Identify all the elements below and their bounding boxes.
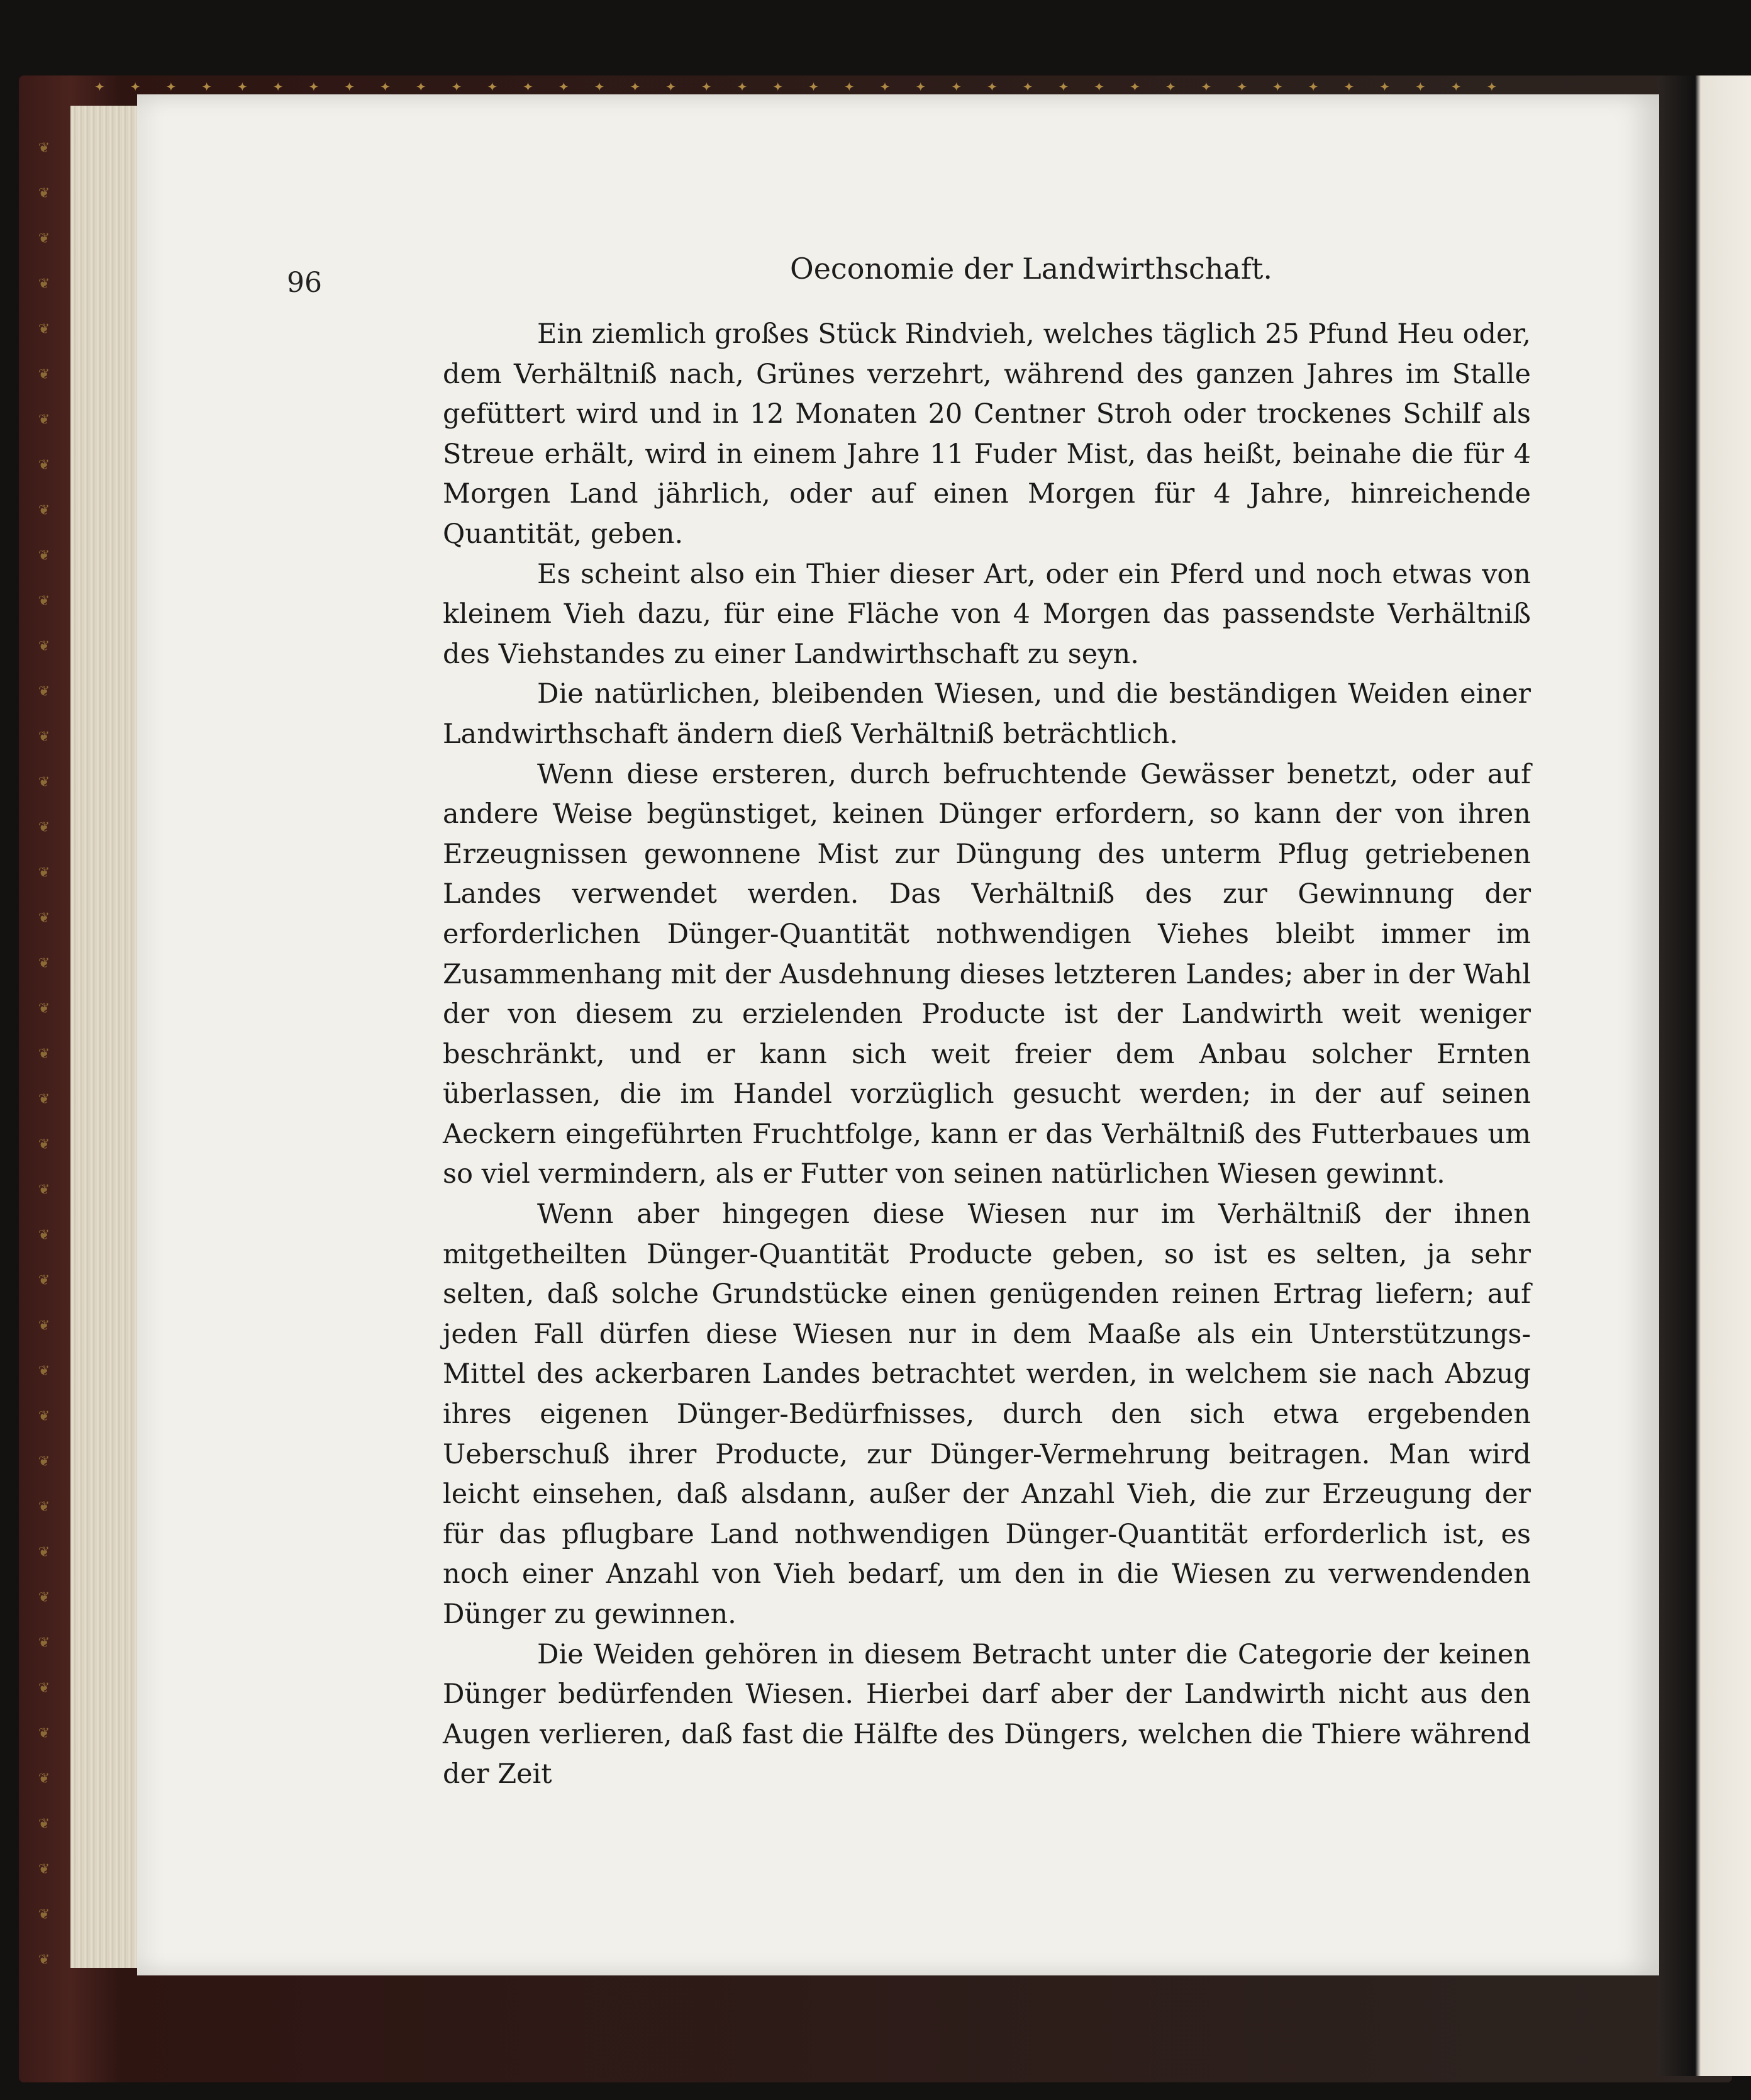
- paragraph: Ein ziemlich großes Stück Rindvieh, welches täglich 25 Pfund Heu oder, dem Verhältniß nach, Grünes verzehrt, während des ganzen Jahres im Stalle gefüttert wird und in 12 Monaten 20 Centner Stroh oder trockenes Schilf als Streue erhält, wird in einem Jahre 11 Fuder Mist, das heißt, beinahe die für 4 Morgen Land jährlich, oder auf einen Morgen für 4 Jahre, hinreichende Quantität, geben.: [443, 318, 1531, 550]
- page-number: 96: [287, 267, 322, 299]
- paragraph: Die Weiden gehören in diesem Betracht unter die Categorie der keinen Dünger bedürfenden Wiesen. Hierbei darf aber der Landwirth nicht aus den Augen verlieren, daß fast die Hälfte des Düngers, welchen die Thiere während der Zeit: [443, 1638, 1531, 1790]
- page-edges: [70, 106, 146, 1968]
- paragraph: Wenn aber hingegen diese Wiesen nur im Verhältniß der ihnen mitgetheilten Dünger-Quantität Producte geben, so ist es selten, ja sehr selten, daß solche Grundstücke einen genügenden reinen Ertrag liefern; auf jeden Fall dürfen diese Wiesen nur in dem Maaße als ein Unterstützungs-Mittel des ackerbaren Landes betrachtet werden, in welchem sie nach Abzug ihres eigenen Dünger-Bedürfnisses, durch den sich etwa ergebenden Ueberschuß ihrer Producte, zur Dünger-Vermehrung beitragen. Man wird leicht einsehen, daß alsdann, außer der Anzahl Vieh, die zur Erzeugung der für das pflugbare Land nothwendigen Dünger-Quantität erforderlich ist, es noch einer Anzahl von Vieh bedarf, um den in die Wiesen zu verwendenden Dünger zu gewinnen.: [443, 1198, 1531, 1630]
- cover-gilt-ornament: ✦✦✦✦✦✦✦✦✦✦✦✦✦✦✦✦✦✦✦✦✦✦✦✦✦✦✦✦✦✦✦✦✦✦✦✦✦✦✦✦: [94, 79, 1523, 94]
- running-head: [287, 252, 1532, 299]
- page-header-title: Oeconomie der Landwirthschaft.: [790, 252, 1272, 286]
- facing-page-edge: [1658, 75, 1751, 2076]
- spine-gilt-ornament: ❦ ❦ ❦ ❦ ❦ ❦ ❦ ❦ ❦ ❦ ❦ ❦ ❦ ❦ ❦ ❦ ❦ ❦ ❦ ❦ ❦ ❦ ❦ ❦ ❦ ❦ ❦ ❦ ❦ ❦ ❦ ❦ ❦ ❦ ❦ ❦ ❦ ❦ ❦ ❦ ❦: [38, 140, 50, 1968]
- paragraph: Wenn diese ersteren, durch befruchtende Gewässer benetzt, oder auf andere Weise begünstiget, keinen Dünger erfordern, so kann der von ihren Erzeugnissen gewonnene Mist zur Düngung des unterm Pflug getriebenen Landes verwendet werden. Das Verhältniß des zur Gewinnung der erforderlichen Dünger-Quantität nothwendigen Viehes bleibt immer im Zusammenhang mit der Ausdehnung dieses letzteren Landes; aber in der Wahl der von diesem zu erzielenden Producte ist der Landwirth weit weniger beschränkt, und er kann sich weit freier dem Anbau solcher Ernten überlassen, die im Handel vorzüglich gesucht werden; in der auf seinen Aeckern eingeführten Fruchtfolge, kann er das Verhältniß des Futterbaues um so viel vermindern, als er Futter von seinen natürlichen Wiesen gewinnt.: [443, 758, 1531, 1190]
- paragraph: Die natürlichen, bleibenden Wiesen, und die beständigen Weiden einer Landwirthschaft ändern dieß Verhältniß beträchtlich.: [443, 678, 1531, 750]
- paragraph: Es scheint also ein Thier dieser Art, oder ein Pferd und noch etwas von kleinem Vieh dazu, für eine Fläche von 4 Morgen das passendste Verhältniß des Viehstandes zu einer Landwirthschaft zu seyn.: [443, 558, 1531, 670]
- body-text: [443, 315, 1531, 1795]
